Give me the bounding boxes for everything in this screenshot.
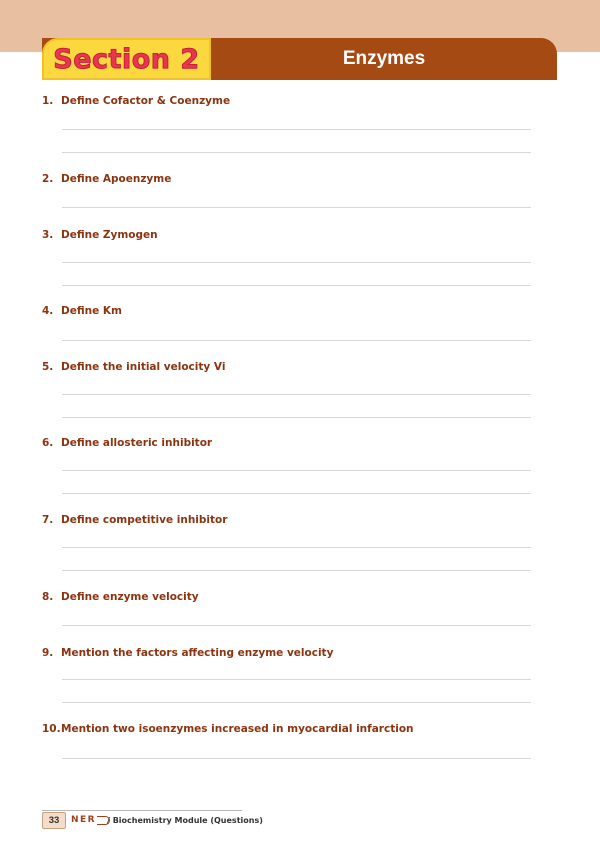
question-text: Mention two isoenzymes increased in myocardial infarction	[61, 723, 414, 735]
question-item	[42, 95, 230, 107]
answer-line	[62, 262, 531, 263]
question-text: Define Km	[61, 305, 122, 317]
answer-line	[62, 625, 531, 626]
question-item	[42, 437, 212, 449]
question-item	[42, 229, 158, 241]
question-item	[42, 305, 122, 317]
question-item	[42, 514, 227, 526]
answer-line	[62, 470, 531, 471]
question-number: 1.	[42, 95, 54, 107]
footer-divider	[42, 810, 242, 811]
question-number: 10.	[42, 723, 61, 735]
question-text: Define Zymogen	[61, 229, 158, 241]
answer-line	[62, 340, 531, 341]
question-item	[42, 723, 414, 735]
question-number: 9.	[42, 647, 54, 659]
page-number: 33	[42, 812, 66, 829]
question-number: 4.	[42, 305, 54, 317]
answer-line	[62, 129, 531, 130]
question-text: Define Cofactor & Coenzyme	[61, 95, 231, 107]
question-text: Define enzyme velocity	[61, 591, 199, 603]
question-number: 8.	[42, 591, 54, 603]
question-number: 2.	[42, 173, 54, 185]
answer-line	[62, 152, 531, 153]
answer-line	[62, 394, 531, 395]
brand-logo	[71, 813, 110, 827]
question-item	[42, 647, 333, 659]
answer-line	[62, 493, 531, 494]
answer-line	[62, 679, 531, 680]
answer-line	[62, 758, 531, 759]
question-text: Mention the factors affecting enzyme velocity	[61, 647, 334, 659]
question-item	[42, 591, 199, 603]
question-number: 6.	[42, 437, 54, 449]
section-badge	[42, 38, 211, 80]
answer-line	[62, 547, 531, 548]
section-title: Enzymes	[342, 48, 426, 69]
answer-line	[62, 417, 531, 418]
brand-name: NER	[71, 815, 97, 825]
question-text: Define allosteric inhibitor	[61, 437, 213, 449]
question-item	[42, 361, 225, 373]
answer-line	[62, 702, 531, 703]
question-text: Define competitive inhibitor	[61, 514, 228, 526]
question-number: 7.	[42, 514, 54, 526]
answer-line	[62, 570, 531, 571]
question-number: 5.	[42, 361, 54, 373]
question-text: Define Apoenzyme	[61, 173, 172, 185]
question-text: Define the initial velocity Vi	[61, 361, 226, 373]
question-item	[42, 173, 171, 185]
answer-line	[62, 285, 531, 286]
footer-module-text: / Biochemistry Module (Questions)	[107, 815, 263, 825]
question-number: 3.	[42, 229, 54, 241]
answer-line	[62, 207, 531, 208]
section-label: Section 2	[53, 43, 200, 75]
